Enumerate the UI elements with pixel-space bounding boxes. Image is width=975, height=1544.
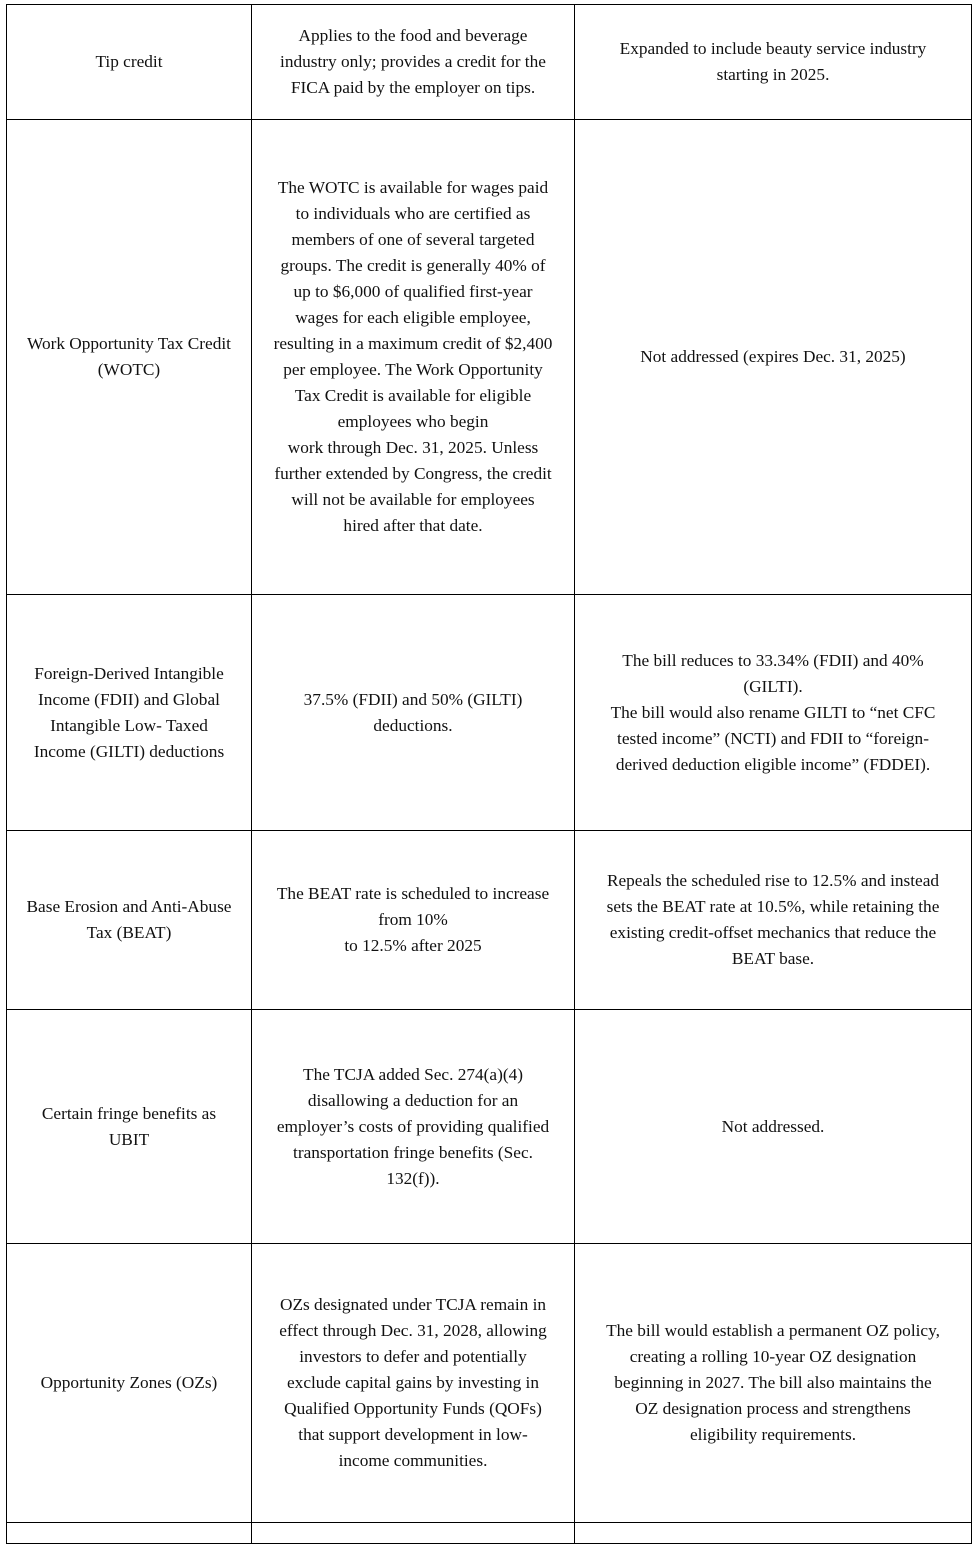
cell-current-law: OZs designated under TCJA remain in effect through Dec. 31, 2028, allowing investors to defer and potentially exclude capital gains by investing in Qualified Opportunity Funds (QOFs) that support development in low- income communities. bbox=[252, 1244, 575, 1523]
cell-provision: Foreign-Derived Intangible Income (FDII) and Global Intangible Low- Taxed Income (GILTI) deductions bbox=[7, 595, 252, 831]
table-row bbox=[7, 831, 972, 1010]
table-row bbox=[7, 5, 972, 120]
cell-current-law: Applies to the food and beverage industry only; provides a credit for the FICA paid by the employer on tips. bbox=[252, 5, 575, 120]
table-row bbox=[7, 120, 972, 595]
cell-empty bbox=[575, 1523, 972, 1544]
provisions-table bbox=[6, 4, 972, 1544]
cell-provision: Certain fringe benefits as UBIT bbox=[7, 1010, 252, 1244]
cell-provision: Work Opportunity Tax Credit (WOTC) bbox=[7, 120, 252, 595]
table-row bbox=[7, 1244, 972, 1523]
cell-proposed: The bill reduces to 33.34% (FDII) and 40% (GILTI). The bill would also rename GILTI to “net CFC tested income” (NCTI) and FDII to “foreign- derived deduction eligible income” (FDDEI). bbox=[575, 595, 972, 831]
cell-empty bbox=[252, 1523, 575, 1544]
cell-provision: Opportunity Zones (OZs) bbox=[7, 1244, 252, 1523]
table-row bbox=[7, 1010, 972, 1244]
cell-current-law: The TCJA added Sec. 274(a)(4) disallowing a deduction for an employer’s costs of providing qualified transportation fringe benefits (Sec. 132(f)). bbox=[252, 1010, 575, 1244]
cell-proposed: Not addressed. bbox=[575, 1010, 972, 1244]
cell-proposed: Not addressed (expires Dec. 31, 2025) bbox=[575, 120, 972, 595]
cell-empty bbox=[7, 1523, 252, 1544]
cell-proposed: Repeals the scheduled rise to 12.5% and instead sets the BEAT rate at 10.5%, while retaining the existing credit-offset mechanics that reduce the BEAT base. bbox=[575, 831, 972, 1010]
cell-provision: Tip credit bbox=[7, 5, 252, 120]
cell-current-law: The WOTC is available for wages paid to individuals who are certified as members of one of several targeted groups. The credit is generally 40% of up to $6,000 of qualified first-year wages for each eligible employee, resulting in a maximum credit of $2,400 per employee. The Work Opportunity Tax Credit is available for eligible employees who begin work through Dec. 31, 2025. Unless further extended by Congress, the credit will not be available for employees hired after that date. bbox=[252, 120, 575, 595]
cell-proposed: The bill would establish a permanent OZ policy, creating a rolling 10-year OZ designation beginning in 2027. The bill also maintains the OZ designation process and strengthens eligibility requirements. bbox=[575, 1244, 972, 1523]
cell-provision: Base Erosion and Anti-Abuse Tax (BEAT) bbox=[7, 831, 252, 1010]
cell-proposed: Expanded to include beauty service industry starting in 2025. bbox=[575, 5, 972, 120]
table-row bbox=[7, 595, 972, 831]
table-row-partial bbox=[7, 1523, 972, 1544]
cell-current-law: The BEAT rate is scheduled to increase from 10% to 12.5% after 2025 bbox=[252, 831, 575, 1010]
cell-current-law: 37.5% (FDII) and 50% (GILTI) deductions. bbox=[252, 595, 575, 831]
